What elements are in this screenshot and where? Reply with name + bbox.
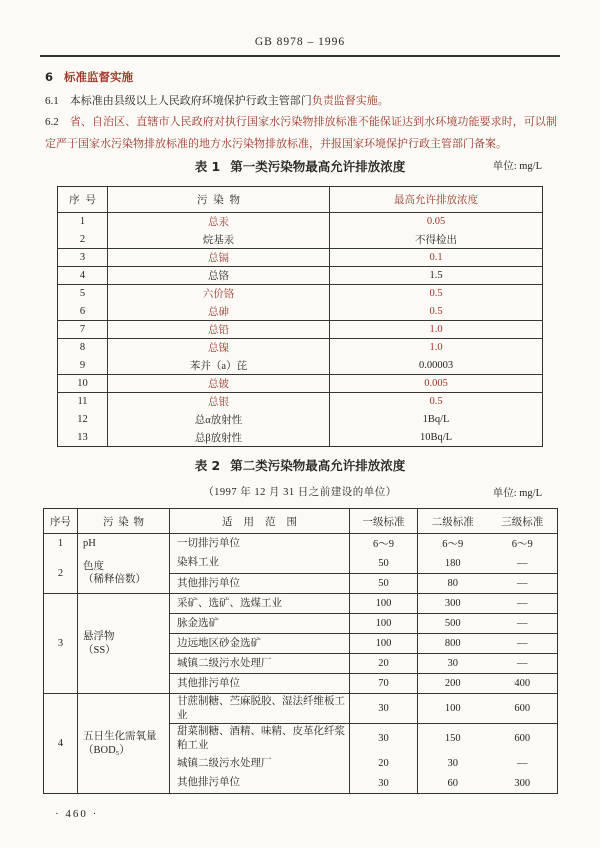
table-cell: 1.0 <box>429 342 443 354</box>
table-cell: 100 <box>350 634 418 654</box>
table-cell: 一切排污单位 <box>170 534 350 554</box>
table-cell: 0.00003 <box>330 357 543 375</box>
table2-second-class-pollutants <box>43 508 558 794</box>
table-cell: 甜菜制糖、酒精、味精、皮革化纤浆粕工业 <box>170 724 350 754</box>
table2-serial-cell: 1 <box>44 534 78 554</box>
table-cell: 800 <box>418 634 488 654</box>
table-cell: 600 <box>488 694 558 724</box>
page-number: · 460 · <box>55 808 99 820</box>
table-cell: 4 <box>58 267 108 285</box>
table-cell: 7 <box>58 321 108 339</box>
table2-col-scope: 适用范围 <box>170 509 350 534</box>
clause-6-1-number: 6.1 <box>45 95 59 107</box>
table-cell: 20 <box>350 654 418 674</box>
table1-unit-label: 单位: mg/L <box>492 161 542 172</box>
table-cell: 100 <box>418 694 488 724</box>
table2-caption-line <box>0 456 600 475</box>
table-cell: 70 <box>350 674 418 694</box>
table2-serial-cell: 2 <box>44 554 78 594</box>
table-cell: 总汞 <box>108 213 330 231</box>
table-cell: 1Bq/L <box>422 414 450 425</box>
pollutant-name: 色度 <box>83 560 104 572</box>
table2-row <box>44 534 558 554</box>
table-cell: 30 <box>418 654 488 674</box>
table2-body <box>44 534 558 794</box>
table2-pollutant-cell <box>78 554 170 594</box>
table2-unit-label: 单位: mg/L <box>492 488 542 499</box>
pollutant-name: 五日生化需氧量 <box>83 730 157 742</box>
table-cell: 5 <box>58 285 108 303</box>
table-cell: 采矿、选矿、选煤工业 <box>170 594 350 614</box>
table1-first-class-pollutants <box>57 186 543 447</box>
table2-row <box>44 694 558 724</box>
clause-6-1-text-red: 负责监督实施。 <box>311 95 389 107</box>
table2-col-pollutant: 污染物 <box>78 509 170 534</box>
table2-subtitle: （1997 年 12 月 31 日之前建设的单位） <box>203 487 397 498</box>
table-cell: — <box>517 557 528 569</box>
table-cell: 边远地区砂金选矿 <box>170 634 350 654</box>
table-cell: 0.5 <box>429 288 443 300</box>
table-cell: 染料工业 <box>170 554 350 574</box>
table-cell: 9 <box>58 357 108 375</box>
table-cell: 总砷 <box>108 303 330 321</box>
table1-row <box>58 393 543 411</box>
table2-row <box>44 594 558 614</box>
table1-row <box>58 321 543 339</box>
table-cell: 烷基汞 <box>108 231 330 249</box>
table2-serial-cell: 4 <box>44 694 78 794</box>
table-cell: 200 <box>418 674 488 694</box>
table-cell: 苯并（a）芘 <box>108 357 330 375</box>
table1-caption: 表 1 第一类污染物最高允许排放浓度 <box>194 159 406 174</box>
table-cell: 六价铬 <box>108 285 330 303</box>
table2-pollutant-cell <box>78 694 170 794</box>
table-cell: 12 <box>58 411 108 429</box>
table-cell: 20 <box>350 754 418 774</box>
table-cell: 其他排污单位 <box>170 774 350 794</box>
table-cell: — <box>488 614 558 634</box>
table-cell: 总β放射性 <box>108 429 330 447</box>
table-cell: 0.5 <box>330 303 543 321</box>
table-cell: 80 <box>418 574 488 594</box>
table-cell: 城镇二级污水处理厂 <box>170 754 350 774</box>
table2-col-level1: 一级标准 <box>350 509 418 534</box>
table1-header <box>58 187 543 213</box>
table-cell: — <box>488 594 558 614</box>
table-cell: 6～9 <box>442 539 464 551</box>
table2-caption: 表 2 第二类污染物最高允许排放浓度 <box>194 458 406 473</box>
clause-6-2 <box>45 112 557 155</box>
header-rule <box>40 55 560 57</box>
table2-col-level2: 二级标准 <box>418 509 488 534</box>
table-cell: — <box>488 654 558 674</box>
table-cell: 总铅 <box>108 321 330 339</box>
table-cell: — <box>517 758 528 770</box>
table-cell: 6～9 <box>511 539 533 551</box>
table-cell: 3 <box>58 249 108 267</box>
table1-row <box>58 411 543 429</box>
table-cell: 甘蔗制糖、苎麻脱胶、湿法纤维板工业 <box>170 694 350 724</box>
table1-col-pollutant: 污染物 <box>108 187 330 213</box>
table-cell: 300 <box>514 777 531 789</box>
table2-col-no: 序号 <box>44 509 78 534</box>
table-cell: 150 <box>418 724 488 754</box>
table-cell: 30 <box>350 694 418 724</box>
table-cell: 30 <box>350 724 418 754</box>
table1-col-limit: 最高允许排放浓度 <box>330 187 543 213</box>
table-cell: 50 <box>350 574 418 594</box>
table-cell: 100 <box>350 614 418 634</box>
clause-6-1 <box>45 91 557 113</box>
table1-body <box>58 213 543 447</box>
table-cell: 100 <box>350 594 418 614</box>
table2-row <box>44 554 558 574</box>
table1-row <box>58 231 543 249</box>
table1-row <box>58 267 543 285</box>
clause-6-2-text: 省、自治区、直辖市人民政府对执行国家水污染物排放标准不能保证达到水环境功能要求时，可以制定严于国家水污染物排放标准的地方水污染物排放标准，并报国家环境保护行政主管部门备案。 <box>45 116 557 150</box>
table-cell: 60 <box>447 777 458 789</box>
table-cell: 11 <box>58 393 108 411</box>
pollutant-name-note: （BOD₅） <box>83 744 130 756</box>
table-cell: 总镉 <box>108 249 330 267</box>
table1-row <box>58 285 543 303</box>
table-cell: 城镇二级污水处理厂 <box>170 654 350 674</box>
table2-header <box>44 509 558 534</box>
table1-row <box>58 303 543 321</box>
table-cell: 总银 <box>108 393 330 411</box>
table-cell: 0.05 <box>426 216 446 228</box>
table-cell: 不得检出 <box>330 231 543 249</box>
table-cell: 50 <box>350 554 418 574</box>
table-cell: 其他排污单位 <box>170 674 350 694</box>
clause-6-1-text: 本标准由县级以上人民政府环境保护行政主管部门 <box>69 95 312 107</box>
table-cell: 总铍 <box>108 375 330 393</box>
table-cell: 0.1 <box>330 249 543 267</box>
table-cell: 脉金选矿 <box>170 614 350 634</box>
table-cell: 总铬 <box>108 267 330 285</box>
table1-row <box>58 375 543 393</box>
table-cell: 30 <box>350 774 418 794</box>
table-cell: 30 <box>447 758 458 770</box>
table-cell: 0.005 <box>330 375 543 393</box>
table-cell: 总镍 <box>108 339 330 357</box>
table-cell: 总α放射性 <box>108 411 330 429</box>
table-cell: 1 <box>58 213 108 231</box>
table-cell: 180 <box>444 557 461 569</box>
table2-serial-cell: 3 <box>44 594 78 694</box>
table1-caption-line <box>0 157 600 176</box>
section-6-number: 6 <box>45 70 54 84</box>
table-cell: 6 <box>58 303 108 321</box>
table2-subtitle-line <box>0 484 600 499</box>
table1-row <box>58 249 543 267</box>
table-cell: — <box>488 574 558 594</box>
table2-pollutant-cell <box>78 594 170 694</box>
table2-pollutant-cell <box>78 534 170 554</box>
table-cell: 400 <box>488 674 558 694</box>
section-6-heading <box>45 69 133 85</box>
clause-6-2-number: 6.2 <box>45 116 59 128</box>
table1-row <box>58 213 543 231</box>
table-cell: 其他排污单位 <box>170 574 350 594</box>
table-cell: 10 <box>58 375 108 393</box>
table-cell: 0.5 <box>429 396 443 408</box>
table-cell: — <box>488 634 558 654</box>
table-cell: 10Bq/L <box>419 431 453 443</box>
table2-col-level3: 三级标准 <box>488 509 558 534</box>
table1-row <box>58 429 543 447</box>
pollutant-name-note: （SS） <box>83 644 116 656</box>
table-cell: 600 <box>488 724 558 754</box>
table-cell: 8 <box>58 339 108 357</box>
table-cell: 6～9 <box>350 534 418 554</box>
table-cell: 13 <box>58 429 108 447</box>
table1-col-no: 序号 <box>58 187 108 213</box>
pollutant-name: 悬浮物 <box>83 630 115 642</box>
table-cell: 1.5 <box>330 267 543 285</box>
pollutant-name-note: （稀释倍数） <box>83 574 146 586</box>
table1-row <box>58 339 543 357</box>
section-6-title: 标准监督实施 <box>64 70 134 84</box>
table-cell: 1.0 <box>330 321 543 339</box>
table-cell: 300 <box>418 594 488 614</box>
standard-number: GB 8978 – 1996 <box>254 36 346 48</box>
table-cell: 500 <box>418 614 488 634</box>
pollutant-name: pH <box>83 537 96 549</box>
table-cell: 2 <box>58 231 108 249</box>
table1-row <box>58 357 543 375</box>
